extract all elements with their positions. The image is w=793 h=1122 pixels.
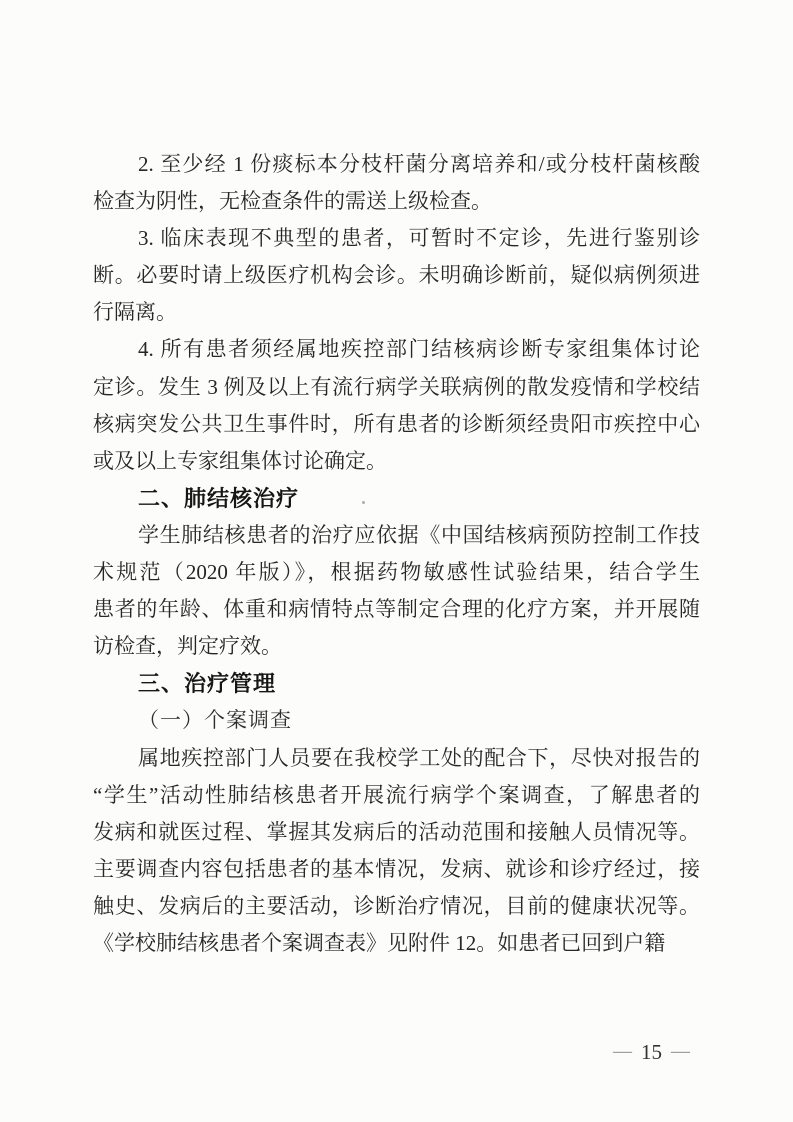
page-number-value: 15 [641, 1040, 662, 1064]
section-heading: 三、治疗管理 [138, 671, 277, 697]
text-line: 访检查，判定疗效。 [93, 634, 282, 659]
text-line: （一）个案调查 [138, 708, 292, 733]
text-line: 4. 所有患者须经属地疾控部门结核病诊断专家组集体讨论 [138, 337, 700, 362]
text-line: 主要调查内容包括患者的基本情况，发病、就诊和诊疗经过，接 [93, 856, 700, 881]
text-line: 核病突发公共卫生事件时，所有患者的诊断须经贵阳市疾控中心 [93, 411, 700, 436]
text-line: “学生”活动性肺结核患者开展流行病学个案调查，了解患者的 [93, 782, 700, 807]
text-line: 2. 至少经 1 份痰标本分枝杆菌分离培养和/或分枝杆菌核酸 [138, 152, 700, 176]
text-line: 术规范（2020 年版）》，根据药物敏感性试验结果，结合学生 [93, 560, 700, 585]
text-line: 断。必要时请上级医疗机构会诊。未明确诊断前，疑似病例须进 [93, 263, 700, 288]
text-line: 《学校肺结核患者个案调查表》见附件 12。如患者已回到户籍 [93, 930, 666, 955]
text-line: 检查为阴性，无检查条件的需送上级检查。 [93, 189, 492, 214]
document-body [93, 146, 700, 962]
text-line: 触史、发病后的主要活动，诊断治疗情况，目前的健康状况等。 [93, 893, 700, 918]
section-heading: 二、肺结核治疗 [138, 485, 300, 511]
text-line: 发病和就医过程、掌握其发病后的活动范围和接触人员情况等。 [93, 819, 700, 844]
page-number-dash-left: — [613, 1043, 632, 1060]
text-line: 3. 临床表现不典型的患者，可暂时不定诊，先进行鉴别诊 [138, 226, 700, 251]
text-line: 属地疾控部门人员要在我校学工处的配合下，尽快对报告的 [138, 745, 700, 770]
text-line: 学生肺结核患者的治疗应依据《中国结核病预防控制工作技 [138, 522, 700, 547]
page-number-dash-right: — [671, 1043, 690, 1060]
page-number [613, 1040, 690, 1064]
text-line: 患者的年龄、体重和病情特点等制定合理的化疗方案，并开展随 [93, 597, 700, 622]
text-line: 行隔离。 [93, 300, 177, 325]
text-line: 或及以上专家组集体讨论确定。 [93, 448, 387, 473]
scan-artifact-dot [362, 501, 365, 504]
text-line: 定诊。发生 3 例及以上有流行病学关联病例的散发疫情和学校结 [93, 374, 700, 399]
